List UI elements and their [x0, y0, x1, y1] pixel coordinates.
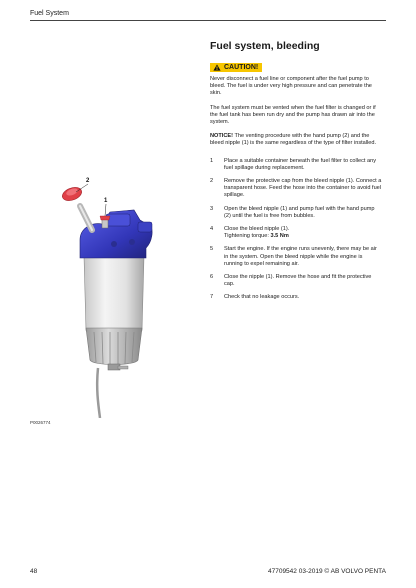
step-item [210, 226, 382, 240]
step-number: 4 [210, 226, 214, 233]
step-item [210, 294, 382, 301]
content-column [210, 40, 382, 308]
callout-2: 2 [86, 178, 90, 184]
footer-document-id: 47709542 03-2019 © AB VOLVO PENTA [267, 568, 386, 575]
step-item [210, 178, 382, 200]
caution-label: CAUTION! [224, 64, 259, 71]
torque-value: 3.5 Nm [270, 233, 289, 240]
notice-text: The venting procedure with the hand pump (2) and the bleed nipple (1) is the same regardless of the type of filter installed. [210, 133, 377, 147]
bleed-nipple-cap [100, 216, 110, 220]
step-number: 7 [210, 294, 214, 301]
step-text: Place a suitable container beneath the fuel filter to collect any fuel spillage during replacement. [224, 157, 377, 171]
step-text-group [224, 226, 382, 240]
step-text: Start the engine. If the engine runs unevenly, there may be air in the system. Open the bleed nipple while the engine is running to expel remaining air. [224, 246, 377, 267]
intro-text: The fuel system must be vented when the fuel filter is changed or if the fuel tank has been run dry and the pump has drawn air into the system. [210, 104, 376, 126]
step-item [210, 206, 382, 220]
step-number: 2 [210, 178, 214, 185]
step-number: 5 [210, 246, 214, 253]
torque-label: Tightening torque: [224, 233, 269, 240]
notice-label: NOTICE! [210, 133, 233, 140]
caution-text: Never disconnect a fuel line or component after the fuel pump to bleed. The fuel is under very high pressure and can penetrate the skin. [210, 76, 372, 97]
step-number: 3 [210, 205, 214, 212]
drain-hose [97, 368, 100, 418]
header-section: Fuel System [30, 10, 69, 17]
step-text: Open the bleed nipple (1) and pump fuel with the hand pump (2) until the fuel is free from bubbles. [224, 205, 375, 219]
step-item [210, 158, 382, 172]
step-text: Check that no leakage occurs. [224, 294, 300, 301]
step-number: 1 [210, 157, 214, 164]
step-text: Close the nipple (1). Remove the hose and fit the protective cap. [224, 274, 372, 288]
step-text: Remove the protective cap from the bleed nipple (1). Connect a transparent hose. Feed the hose into the container to avoid fuel spillage. [224, 178, 382, 199]
warning-icon [213, 64, 221, 71]
step-item [210, 274, 382, 288]
figure-id: P0026774 [30, 420, 51, 425]
procedure-steps [210, 158, 382, 302]
step-text: Close the bleed nipple (1). [224, 226, 290, 233]
notice-paragraph [210, 133, 382, 147]
fuel-filter-illustration [46, 168, 186, 418]
step-item [210, 246, 382, 268]
page-title: Fuel system, bleeding [210, 40, 320, 52]
filter-bowl [84, 256, 144, 336]
header-rule [30, 20, 386, 21]
step-number: 6 [210, 274, 214, 281]
callout-1: 1 [104, 198, 108, 204]
callout-leader-1 [105, 204, 106, 216]
footer-page-number: 48 [30, 568, 38, 575]
caution-badge [210, 63, 262, 72]
